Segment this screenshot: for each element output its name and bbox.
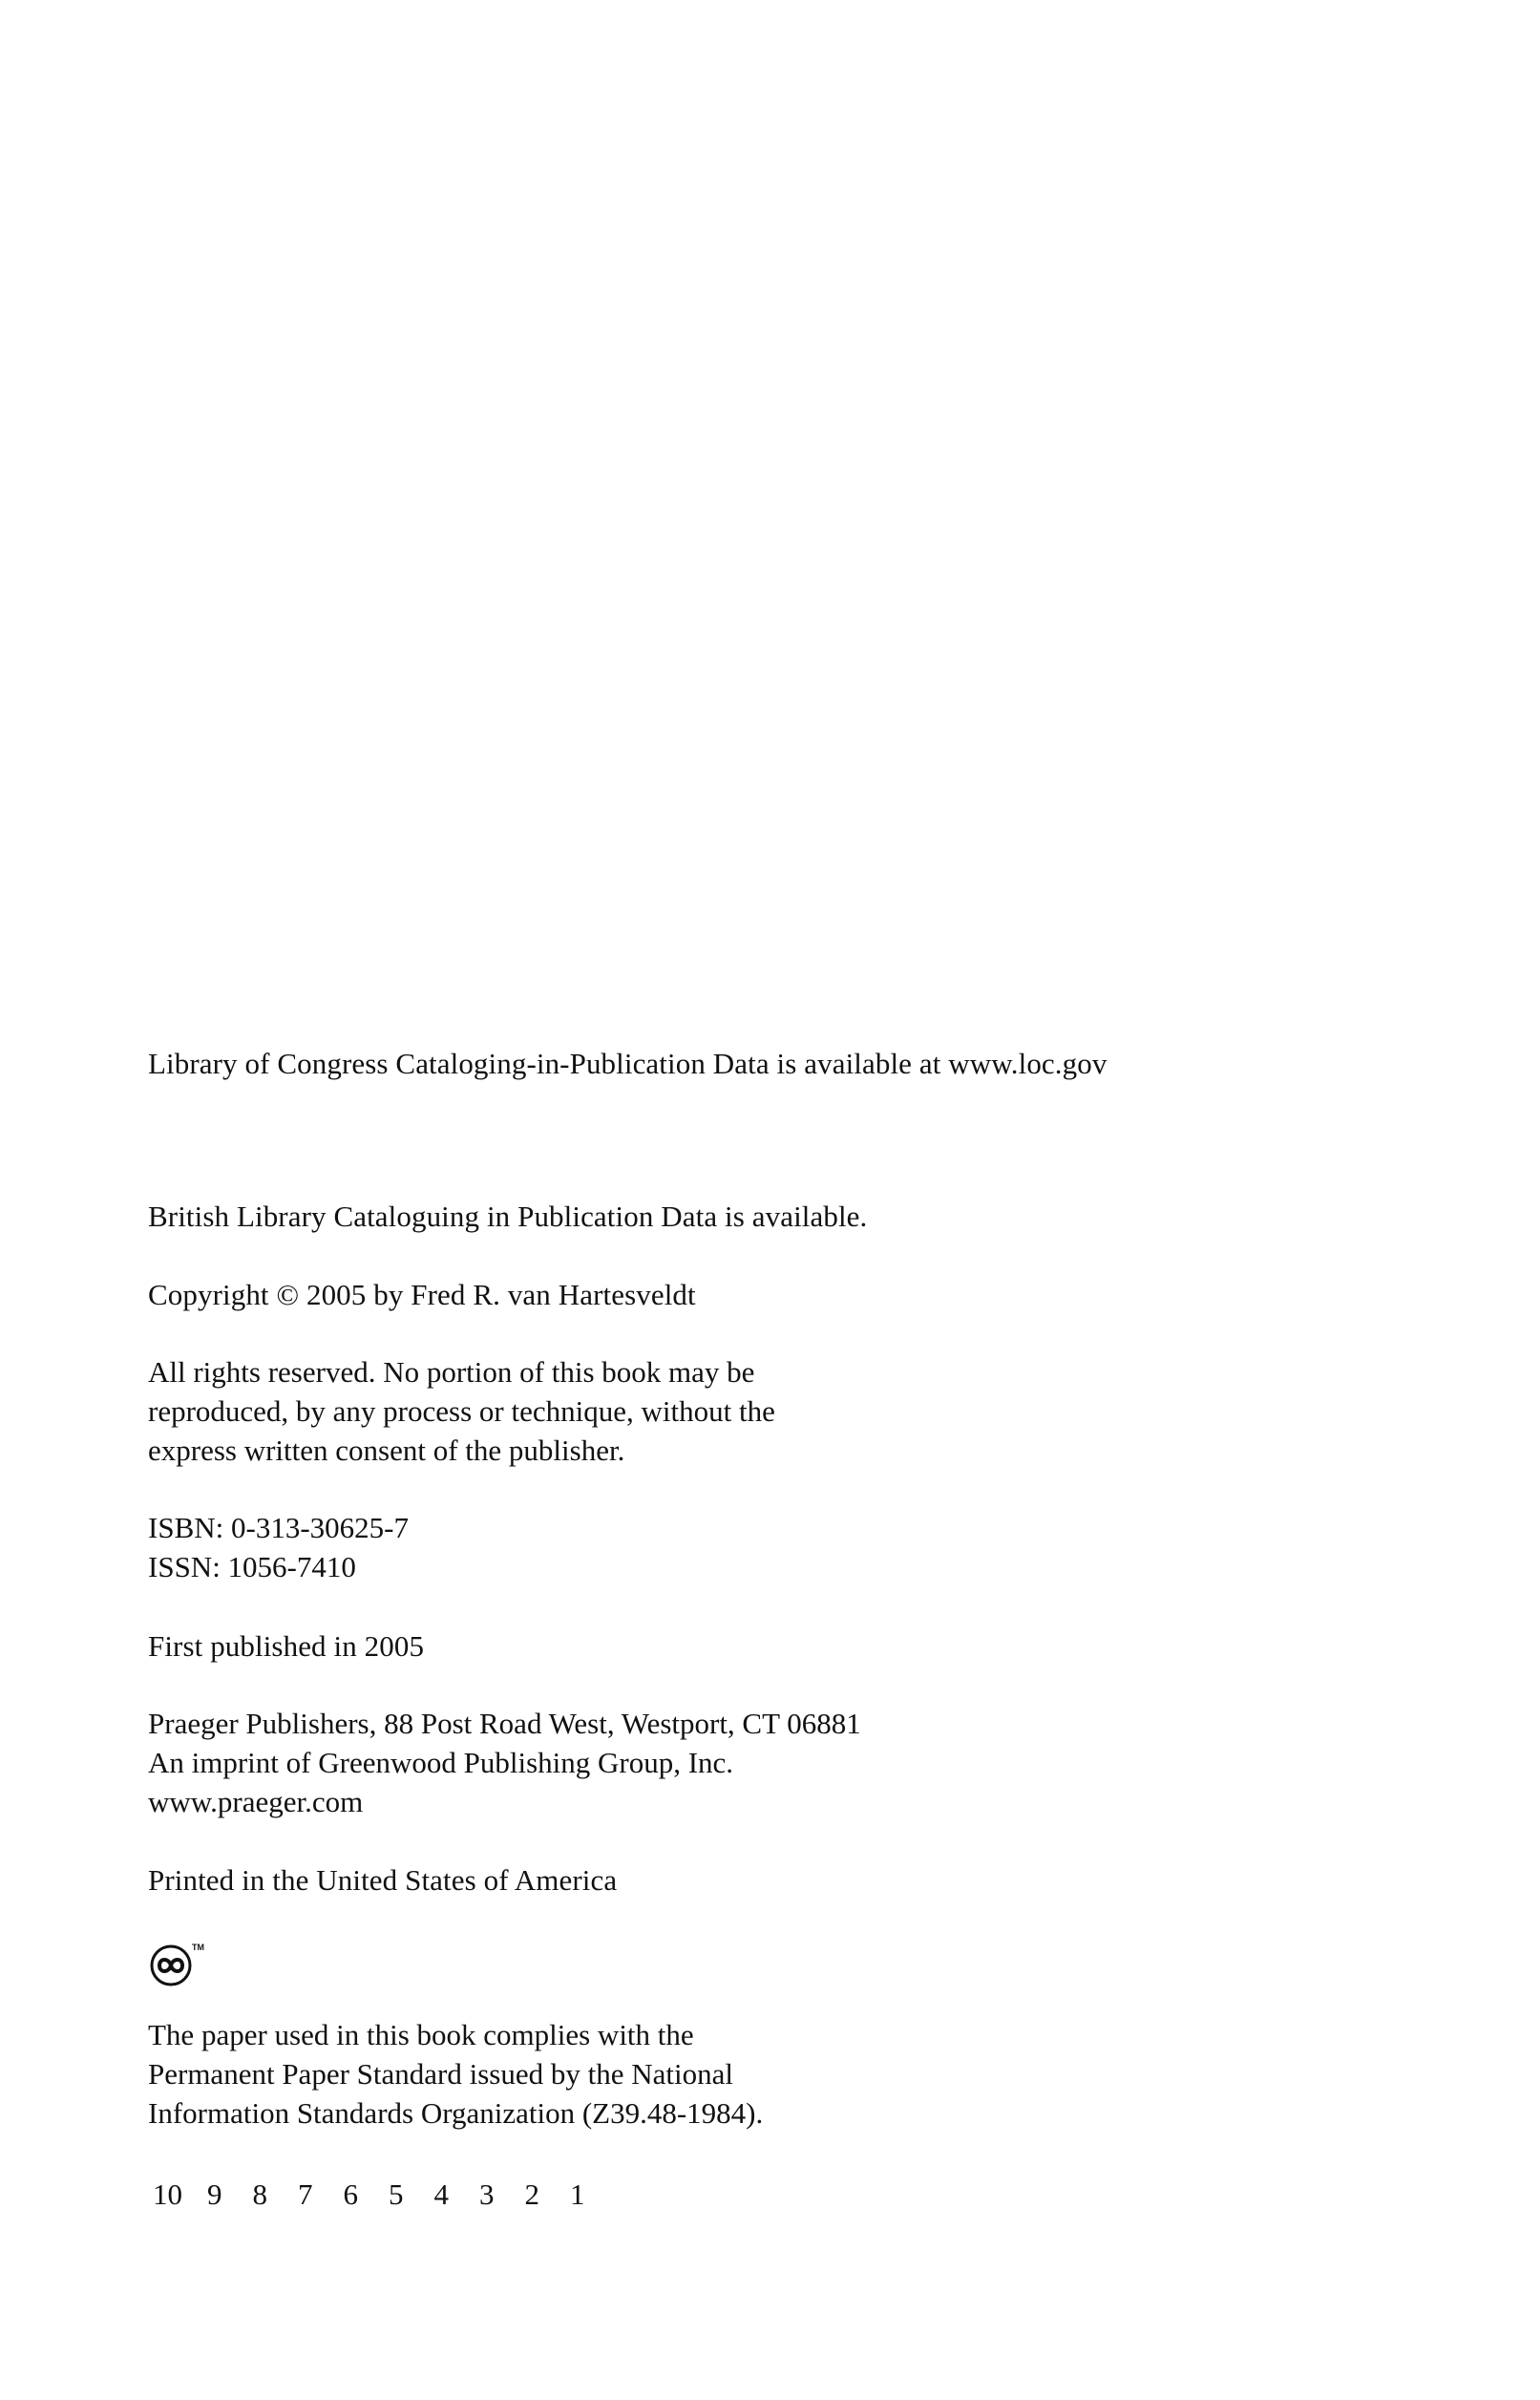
- printing-number: 7: [298, 2177, 313, 2211]
- printing-number: 9: [207, 2177, 222, 2211]
- printing-number: 8: [252, 2177, 267, 2211]
- rights-line: All rights reserved. No portion of this book may be: [148, 1355, 755, 1389]
- rights-statement: [148, 1352, 775, 1470]
- paper-notice-line: The paper used in this book complies with the: [148, 2018, 694, 2051]
- identifiers: [148, 1508, 409, 1586]
- isbn: ISBN: 0-313-30625-7: [148, 1511, 409, 1544]
- printing-line: [153, 2175, 616, 2214]
- first-published: First published in 2005: [148, 1629, 425, 1663]
- printed-in: Printed in the United States of America: [148, 1863, 618, 1897]
- printing-number: 5: [389, 2177, 404, 2211]
- publisher-info: [148, 1704, 861, 1821]
- paper-notice-line: Information Standards Organization (Z39.48-1984).: [148, 2096, 764, 2130]
- copyright-statement: Copyright © 2005 by Fred R. van Hartesveldt: [148, 1278, 696, 1311]
- printing-number: 6: [343, 2177, 358, 2211]
- paper-notice: [148, 2015, 763, 2133]
- issn: ISSN: 1056-7410: [148, 1550, 356, 1583]
- printing-number: 1: [570, 2177, 585, 2211]
- paper-notice-line: Permanent Paper Standard issued by the National: [148, 2057, 733, 2091]
- rights-line: reproduced, by any process or technique, without the: [148, 1394, 775, 1428]
- publisher-address: Praeger Publishers, 88 Post Road West, Westport, CT 06881: [148, 1707, 861, 1740]
- printing-number: 2: [524, 2177, 539, 2211]
- loc-cip-notice: Library of Congress Cataloging-in-Publication Data is available at www.loc.gov: [148, 1047, 1108, 1080]
- printing-number: 3: [479, 2177, 495, 2211]
- publisher-website: www.praeger.com: [148, 1785, 364, 1818]
- trademark-mark: TM: [192, 1943, 204, 1952]
- printing-number: 4: [433, 2177, 449, 2211]
- publisher-imprint: An imprint of Greenwood Publishing Group, Inc.: [148, 1746, 734, 1779]
- rights-line: express written consent of the publisher.: [148, 1434, 625, 1467]
- permanent-paper-infinity-icon: [148, 1937, 221, 1988]
- british-library-cip-notice: British Library Cataloguing in Publication Data is available.: [148, 1200, 868, 1233]
- printing-number: 10: [153, 2177, 182, 2211]
